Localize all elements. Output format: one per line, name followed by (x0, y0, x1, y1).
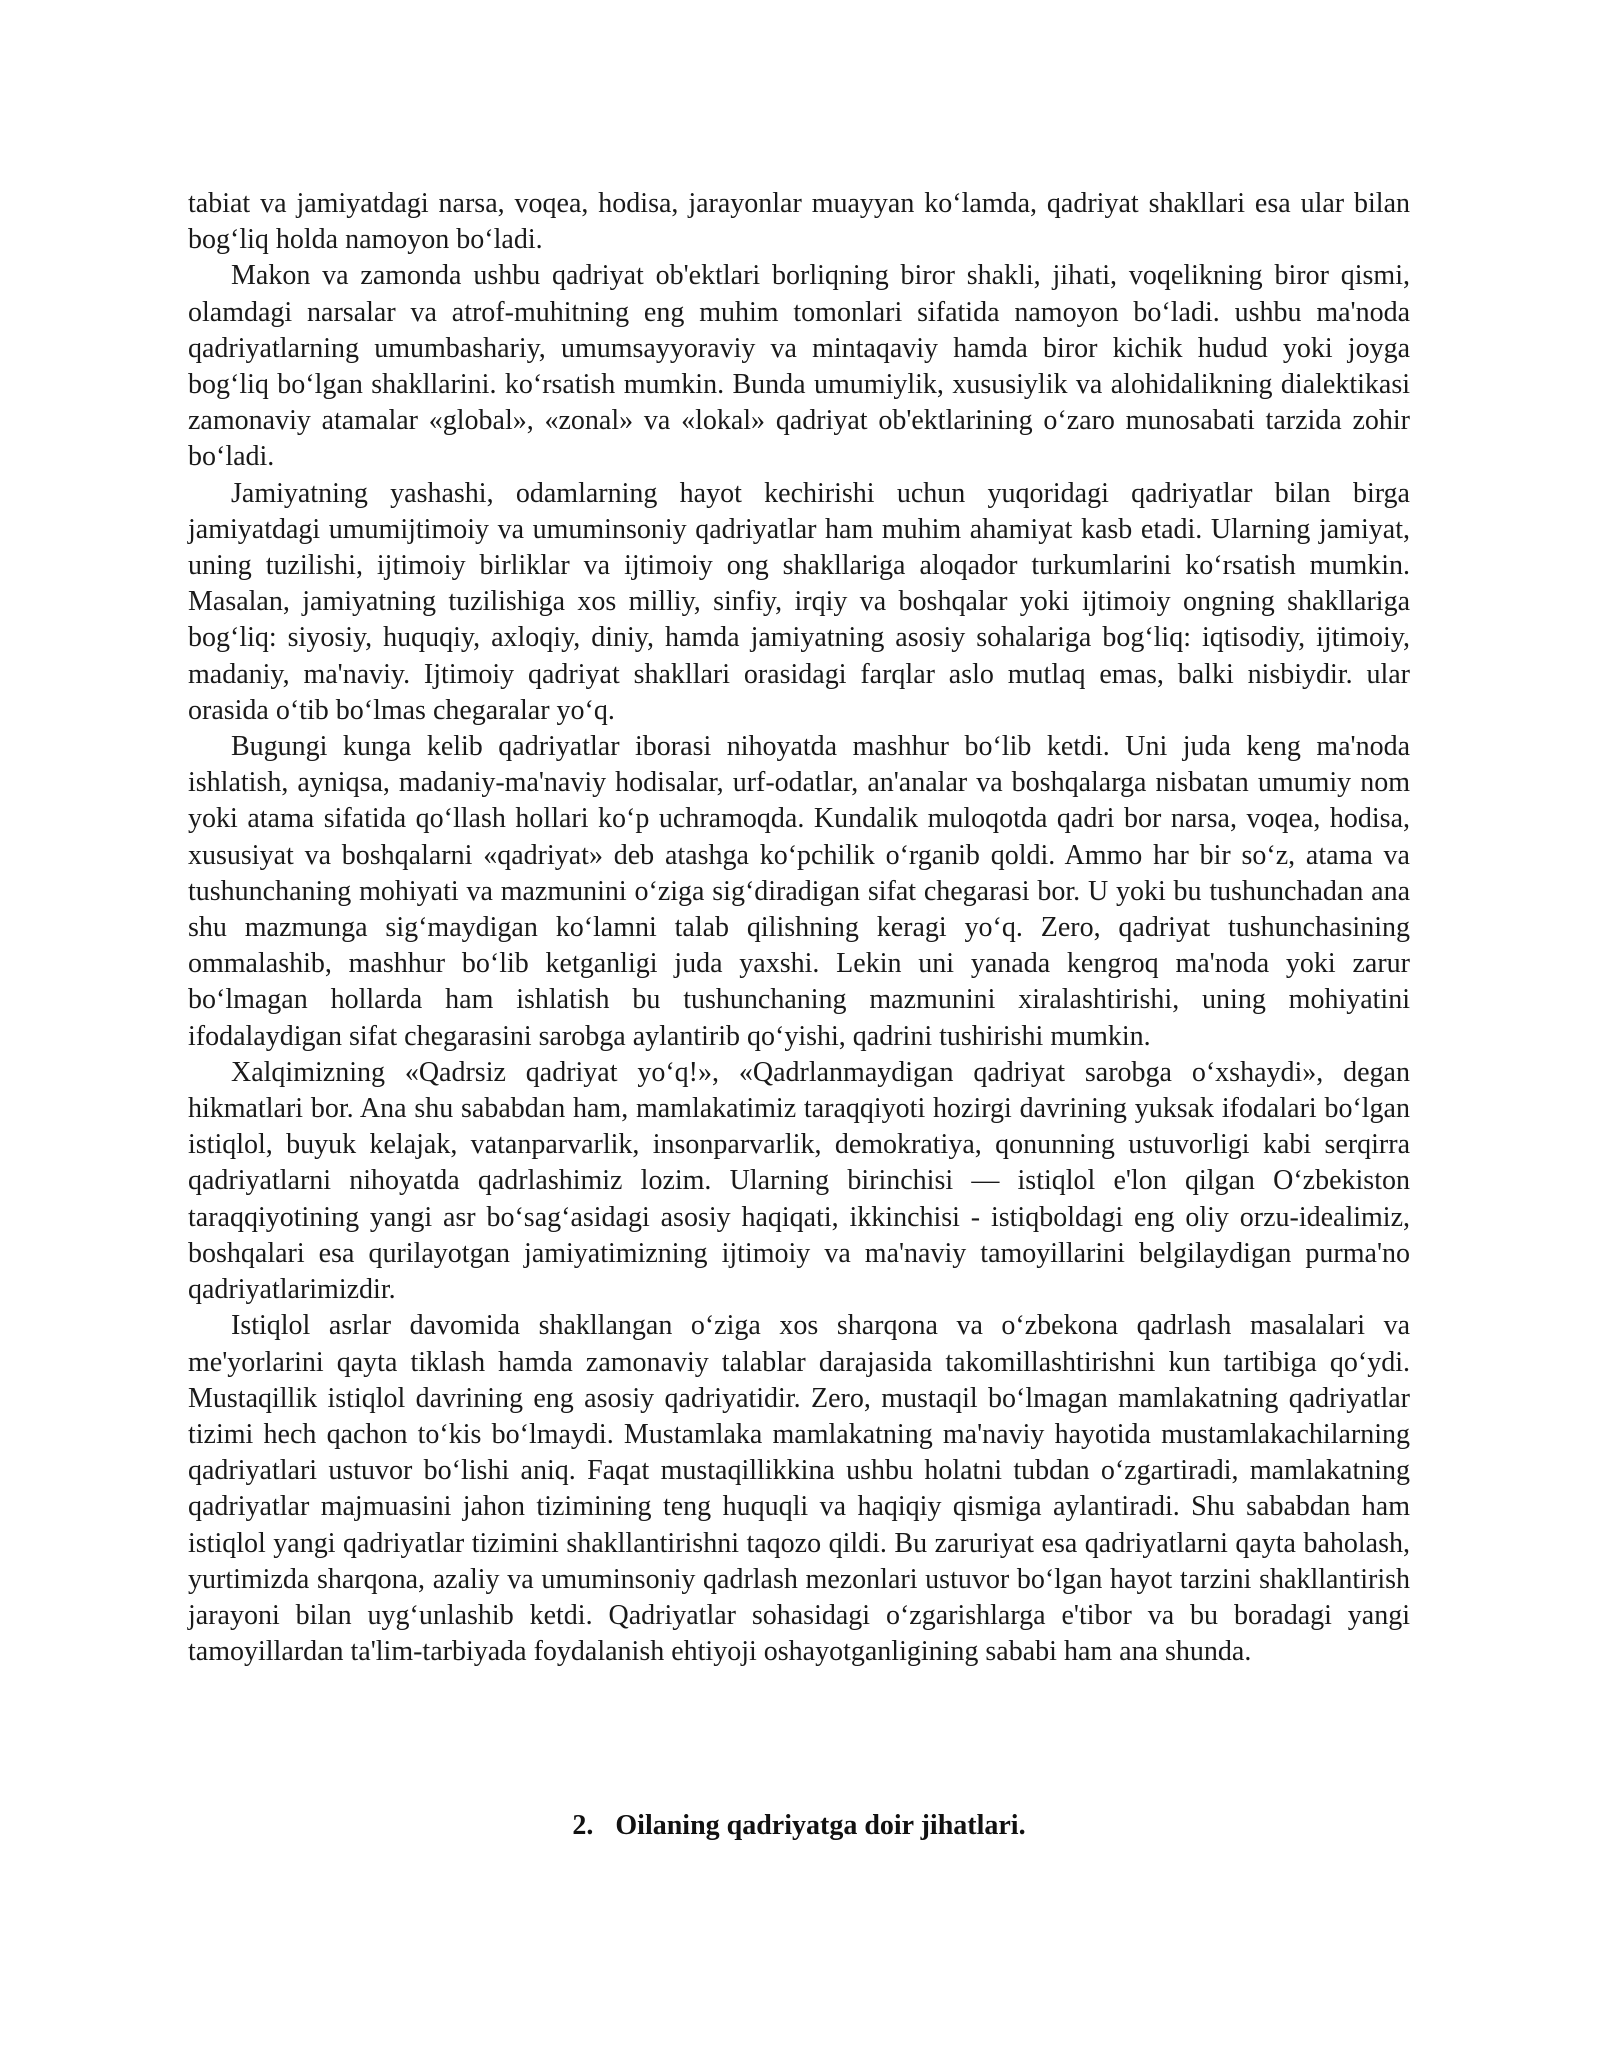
section-title: Oilaning qadriyatga doir jihatlari. (615, 1810, 1026, 1841)
paragraph: Istiqlol asrlar davomida shakllangan o‘ziga xos sharqona va o‘zbekona qadrlash masalalari va me'yorlarini qayta tiklash hamda zamonaviy talablar darajasida takomillashtirishni kun tartibiga qo‘ydi. Mustaqillik istiqlol davrining eng asosiy qadriyatidir. Zero, mustaqil bo‘lmagan mamlakatning qadriyatlar tizimi hech qachon to‘kis bo‘lmaydi. Mustamlaka mamlakatning ma'naviy hayotida mustamlakachilarning qadriyatlari ustuvor bo‘lishi aniq. Faqat mustaqillikkina ushbu holatni tubdan o‘zgartiradi, mamlakatning qadriyatlar majmuasini jahon tizimining teng huquqli va haqiqiy qismiga aylantiradi. Shu sababdan ham istiqlol yangi qadriyatlar tizimini shakllantirishni taqozo qildi. Bu zaruriyat esa qadriyatlarni qayta baholash, yurtimizda sharqona, azaliy va umuminsoniy qadrlash mezonlari ustuvor bo‘lgan hayot tarzini shakllantirish jarayoni bilan uyg‘unlashib ketdi. Qadriyatlar sohasidagi o‘zgarishlarga e'tibor va bu boradagi yangi tamoyillardan ta'lim-tarbiyada foydalanish ehtiyoji oshayotganligining sababi ham ana shunda. (188, 1310, 1410, 1668)
section-number: 2. (572, 1810, 594, 1841)
paragraph: Xalqimizning «Qadrsiz qadriyat yo‘q!», «Qadrlanmaydigan qadriyat sarobga o‘xshaydi», degan hikmatlari bor. Ana shu sababdan ham, mamlakatimiz taraqqiyoti hozirgi davrining yuksak ifodalari bo‘lgan istiqlol, buyuk kelajak, vatanparvarlik, insonparvarlik, demokratiya, qonunning ustuvorligi kabi serqirra qadriyatlarni nihoyatda qadrlashimiz lozim. Ularning birinchisi — istiqlol e'lon qilgan O‘zbekiston taraqqiyotining yangi asr bo‘sag‘asidagi asosiy haqiqati, ikkinchisi - istiqboldagi eng oliy orzu-idealimiz, boshqalari esa qurilayotgan jamiyatimizning ijtimoiy va ma'naviy tamoyillarini belgilaydigan purma'no qadriyatlarimizdir. (188, 1056, 1410, 1306)
document-body (188, 186, 1410, 1670)
paragraph-continuation: tabiat va jamiyatdagi narsa, voqea, hodisa, jarayonlar muayyan ko‘lamda, qadriyat shakllari esa ular bilan bog‘liq holda namoyon bo‘ladi. (188, 188, 1410, 256)
paragraph: Jamiyatning yashashi, odamlarning hayot kechirishi uchun yuqoridagi qadriyatlar bilan birga jamiyatdagi umumijtimoiy va umuminsoniy qadriyatlar ham muhim ahamiyat kasb etadi. Ularning jamiyat, uning tuzilishi, ijtimoiy birliklar va ijtimoiy ong shakllariga aloqador turkumlarini ko‘rsatish mumkin. Masalan, jamiyatning tuzilishiga xos milliy, sinfiy, irqiy va boshqalar yoki ijtimoiy ongning shakllariga bog‘liq: siyosiy, huquqiy, axloqiy, diniy, hamda jamiyatning asosiy sohalariga bog‘liq: iqtisodiy, ijtimoiy, madaniy, ma'naviy. Ijtimoiy qadriyat shakllari orasidagi farqlar aslo mutlaq emas, balki nisbiydir. ular orasida o‘tib bo‘lmas chegaralar yo‘q. (188, 477, 1410, 726)
paragraph: Bugungi kunga kelib qadriyatlar iborasi nihoyatda mashhur bo‘lib ketdi. Uni juda keng ma'noda ishlatish, ayniqsa, madaniy-ma'naviy hodisalar, urf-odatlar, an'analar va boshqalarga nisbatan umumiy nom yoki atama sifatida qo‘llash hollari ko‘p uchramoqda. Kundalik muloqotda qadri bor narsa, voqea, hodisa, xususiyat va boshqalarni «qadriyat» deb atashga ko‘pchilik o‘rganib qoldi. Ammo har bir so‘z, atama va tushunchaning mohiyati va mazmunini o‘ziga sig‘diradigan sifat chegarasi bor. U yoki bu tushunchadan ana shu mazmunga sig‘maydigan ko‘lamni talab qilishning keragi yo‘q. Zero, qadriyat tushunchasining ommalashib, mashhur bo‘lib ketganligi juda yaxshi. Lekin uni yanada kengroq ma'noda yoki zarur bo‘lmagan hollarda ham ishlatish bu tushunchaning mazmunini xiralashtirishi, uning mohiyatini ifodalaydigan sifat chegarasini sarobga aylantirib qo‘yishi, qadrini tushirishi mumkin. (188, 731, 1410, 1052)
paragraph: Makon va zamonda ushbu qadriyat ob'ektlari borliqning biror shakli, jihati, voqelikning biror qismi, olamdagi narsalar va atrof-muhitning eng muhim tomonlari sifatida namoyon bo‘ladi. ushbu ma'noda qadriyatlarning umumbashariy, umumsayyoraviy va mintaqaviy hamda biror kichik hudud yoki joyga bog‘liq bo‘lgan shakllarini. ko‘rsatish mumkin. Bunda umumiylik, xususiylik va alohidalikning dialektikasi zamonaviy atamalar «global», «zonal» va «lokal» qadriyat ob'ektlarining o‘zaro munosabati tarzida zohir bo‘ladi. (188, 260, 1410, 473)
section-heading (188, 1810, 1410, 1842)
